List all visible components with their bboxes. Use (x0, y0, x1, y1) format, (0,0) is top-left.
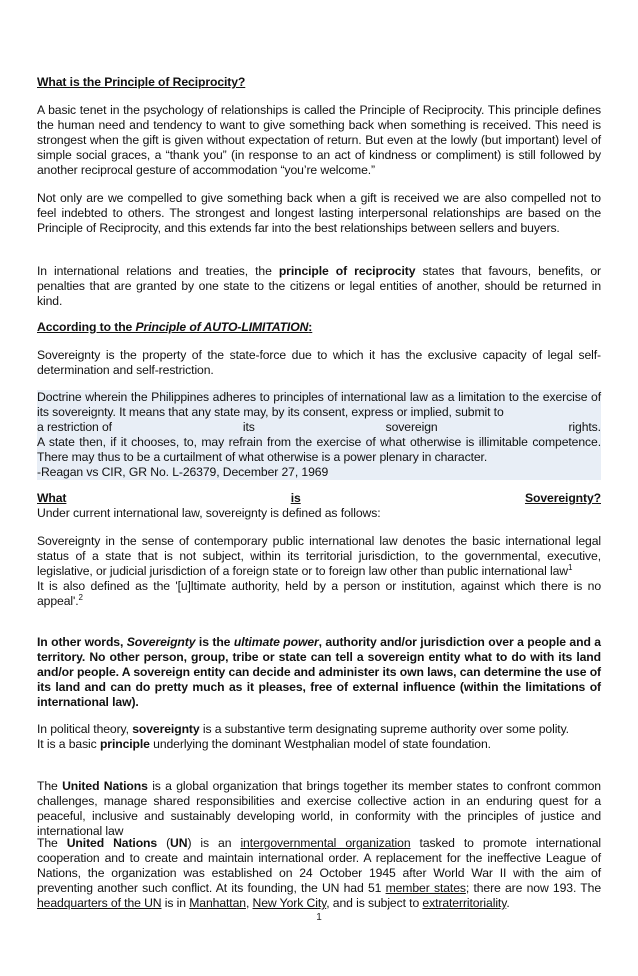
link-headquarters-of-the-un[interactable]: headquarters of the UN (37, 896, 162, 910)
paragraph-sovereignty-definition: Sovereignty in the sense of contemporary public international law denotes the basic international legal status of a state that is not subject, within its territorial jurisdiction, to the governmental, executive, legislative, or judicial jurisdiction of a foreign state or to foreign law other than public international law$^1$ It is also defined as the '[u]ltimate authority, held by a person or institution, against which there is no appeal'.$^2$ (37, 534, 601, 608)
quote-line-doctrine: Doctrine wherein the Philippines adheres to principles of international law as a limitation to the exercise of its sovereignty. It means that any state may, by its consent, express or implied, submit to (37, 390, 601, 419)
link-extraterritoriality[interactable]: extraterritoriality (422, 896, 507, 910)
heading-auto-limitation: According to the Principle of AUTO-LIMITATION: (37, 320, 313, 334)
quote-auto-limitation (37, 390, 601, 480)
page-number: 1 (316, 912, 322, 923)
paragraph-in-other-words: In other words, Sovereignty is the ultimate power, authority and/or jurisdiction over a people and a territory. No other person, group, tribe or state can tell a sovereign entity what to do with its land and/or people. A sovereign entity can decide and administer its own laws, can determine the use of its land and can do pretty much as it pleases, free of external influence (within the limitations of international law). (37, 635, 601, 709)
paragraph-united-nations: The United Nations is a global organization that brings together its member states to confront common challenges, manage shared responsibilities and exercise collective action in an enduring quest for a peaceful, inclusive and sustainably developing world, in conformity with the principles of justice and international law (37, 779, 601, 838)
paragraph-sovereignty-property: Sovereignty is the property of the state-force due to which it has the exclusive capacity of legal self-determination and self-restriction. (37, 348, 601, 377)
link-member-states[interactable]: member states (385, 881, 466, 895)
paragraph-reciprocity-indebted: Not only are we compelled to give something back when a gift is received we are also compelled not to feel indebted to others. The strongest and longest lasting interpersonal relationships are based on the Principle of Reciprocity, and this extends far into the best relationships between sellers and buyers. (37, 191, 601, 235)
quote-citation: -Reagan vs CIR, GR No. L-26379, December 27, 1969 (37, 465, 329, 479)
heading-what-is-sovereignty: What is Sovereignty? (37, 491, 601, 505)
link-intergovernmental-organization[interactable]: intergovernmental organization (240, 836, 411, 850)
paragraph-political-theory: In political theory, sovereignty is a substantive term designating supreme authority over some polity. It is a basic principle underlying the dominant Westphalian model of state foundation. (37, 722, 569, 751)
quote-line-restriction: a restriction of its sovereign rights. (37, 420, 601, 434)
paragraph-un-details: The United Nations (UN) is an intergovernmental organization tasked to promote international cooperation and to create and maintain international order. A replacement for the ineffective League of Nations, the organization was established on 24 October 1945 after World War II with the aim of preventing another such conflict. At its founding, the UN had 51 member states; there are now 193. The headquarters of the UN is in Manhattan, New York City, and is subject to extraterritoriality. (37, 836, 601, 910)
quote-line-state: A state then, if it chooses, to, may refrain from the exercise of what otherwise is illimitable competence. There may thus to be a curtailment of what otherwise is a power plenary in character. (37, 435, 601, 464)
link-manhattan[interactable]: Manhattan (189, 896, 246, 910)
link-new-york-city[interactable]: New York City (252, 896, 327, 910)
heading-reciprocity: What is the Principle of Reciprocity? (37, 75, 246, 89)
paragraph-reciprocity-international: In international relations and treaties, the principle of reciprocity states that favours, benefits, or penalties that are granted by one state to the citizens or legal entities of another, should be returned in kind. (37, 264, 601, 308)
paragraph-current-law: Under current international law, sovereignty is defined as follows: (37, 506, 381, 520)
paragraph-reciprocity-intro: A basic tenet in the psychology of relationships is called the Principle of Reciprocity. This principle defines the human need and tendency to want to give something back when something is received. This need is strongest when the gift is given without expectation of return. But even at the lowly (but important) level of simple social graces, a “thank you” (in response to an act of kindness or compliment) is still followed by another reciprocal gesture of accommodation “you’re welcome.” (37, 103, 601, 177)
